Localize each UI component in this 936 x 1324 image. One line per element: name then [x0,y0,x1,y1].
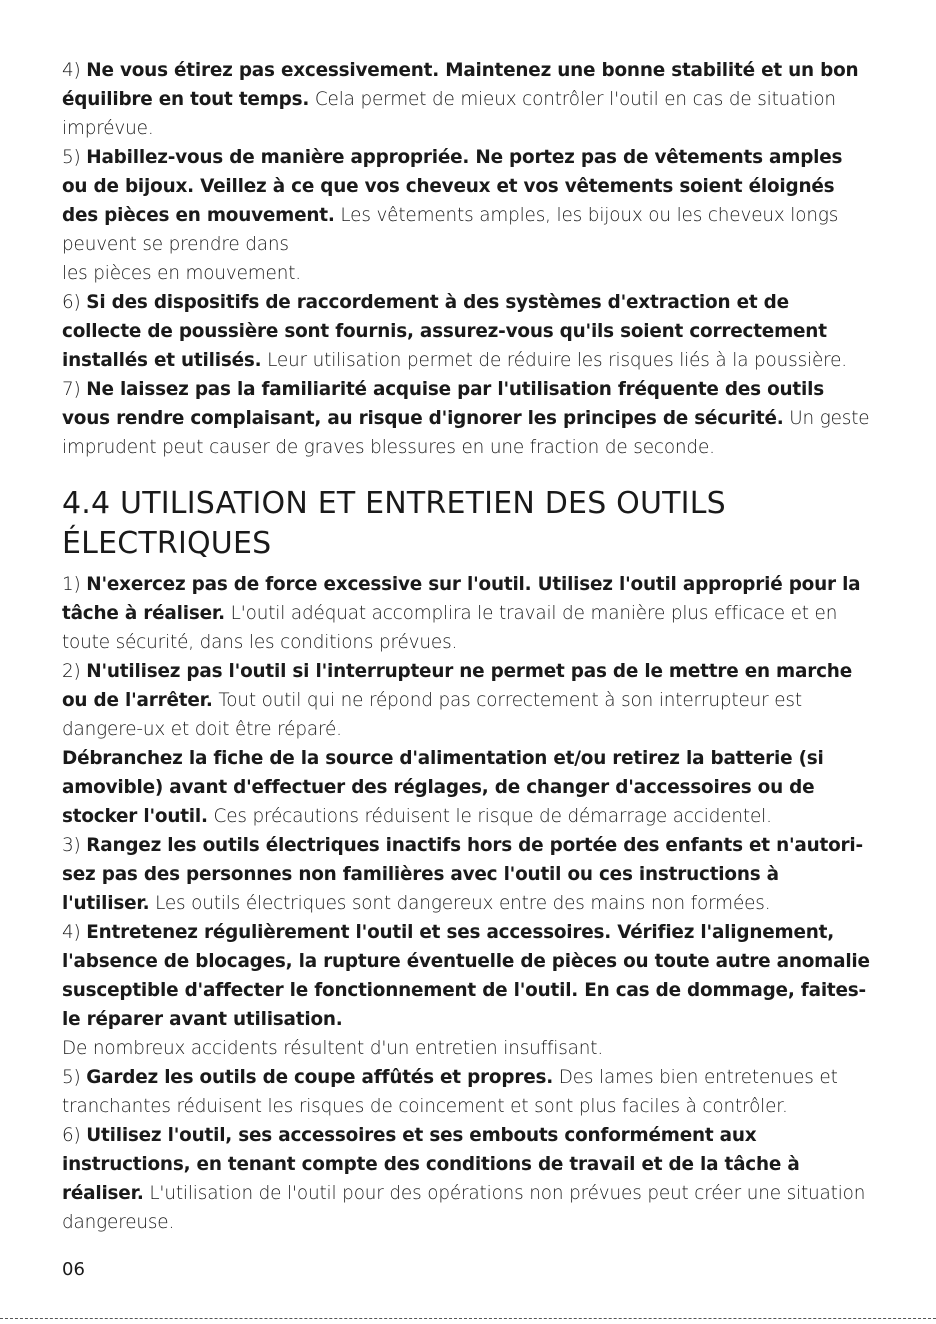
paragraph-6-usage [62,1121,872,1237]
explanation-text: Tout outil qui ne répond pas correctement à son interrupteur est dangere-ux et doit être réparé. [62,690,802,740]
section-heading-line-1: 4.4 UTILISATION ET ENTRETIEN DES OUTILS [62,486,726,521]
explanation-text: Ces précautions réduisent le risque de démarrage accidentel. [207,806,772,827]
item-number: 4) [62,922,81,943]
explanation-text-continued: les pièces en mouvement. [62,263,301,284]
item-number: 1) [62,574,81,595]
explanation-text: L'utilisation de l'outil pour des opérations non prévues peut créer une situation dangereuse. [62,1183,866,1233]
item-number: 3) [62,835,81,856]
bold-instruction: Ne laissez pas la familiarité acquise par l'utilisation fréquente des outils vous rendre complaisant, au risque d'ignorer les principes de sécurité. [62,379,824,429]
item-number: 6) [62,1125,81,1146]
paragraph-4-stability [62,56,872,143]
item-number: 5) [62,147,81,168]
bold-instruction: Entretenez régulièrement l'outil et ses accessoires. [86,922,612,943]
paragraph-5-clothing [62,143,872,288]
paragraph-4-maintenance [62,918,872,1063]
bold-instruction: Habillez-vous de manière appropriée. Ne portez pas de vêtements amples ou de bijoux. Veillez à ce que vos cheveux et vos vêtements soient éloignés des pièces en mouvement. [62,147,843,226]
paragraph-2-switch [62,657,872,744]
explanation-text: Des lames bien entretenues et tranchantes réduisent les risques de coincement et sont plus faciles à contrôler. [62,1067,838,1117]
item-number: 7) [62,379,81,400]
explanation-text: Cela permet de mieux contrôler l'outil en cas de situation imprévue. [62,89,836,139]
bold-instruction: Gardez les outils de coupe affûtés et propres. [86,1067,554,1088]
section-heading-line-2: ÉLECTRIQUES [62,526,272,561]
bold-instruction: N'utilisez pas l'outil si l'interrupteur ne permet pas de le mettre en marche ou de l'arrêter. [62,661,852,711]
paragraph-1-force [62,570,872,657]
explanation-text: Un geste imprudent peut causer de graves blessures en une fraction de seconde. [62,408,870,458]
bold-instruction: Rangez les outils électriques inactifs hors de portée des enfants et n'autori-sez pas des personnes non familières avec l'outil ou ces instructions à l'utiliser. [62,835,863,914]
item-number: 4) [62,60,81,81]
bold-instruction: Débranchez la fiche de la source d'alimentation et/ou retirez la batterie (si amovible) avant d'effectuer des réglages, de changer d'accessoires ou de stocker l'outil. [62,748,824,827]
item-number: 5) [62,1067,81,1088]
explanation-text: Leur utilisation permet de réduire les risques liés à la poussière. [261,350,847,371]
bold-instruction: N'exercez pas de force excessive sur l'outil. Utilisez l'outil approprié pour la tâche à réaliser. [62,574,861,624]
bold-instruction: Utilisez l'outil, ses accessoires et ses embouts conformément aux instructions, en tenant compte des conditions de travail et de la tâche à réaliser. [62,1125,800,1204]
bold-instruction: Si des dispositifs de raccordement à des systèmes d'extraction et de collecte de poussière sont fournis, assurez-vous qu'ils soient correctement installés et utilisés. [62,292,827,371]
page-number: 06 [62,1259,85,1280]
explanation-text: L'outil adéquat accomplira le travail de manière plus efficace et en toute sécurité, dans les conditions prévues. [62,603,838,653]
paragraph-6-dust-extraction [62,288,872,375]
paragraph-7-familiarity [62,375,872,462]
explanation-text: Les vêtements amples, les bijoux ou les cheveux longs peuvent se prendre dans [62,205,839,255]
explanation-text: De nombreux accidents résultent d'un entretien insuffisant. [62,1038,604,1059]
document-page [62,56,872,1237]
section-heading [62,484,872,564]
paragraph-3-storage [62,831,872,918]
paragraph-5-cutting-tools [62,1063,872,1121]
paragraph-unplug [62,744,872,831]
explanation-text: Les outils électriques sont dangereux entre des mains non formées. [149,893,771,914]
bold-instruction-continued: Vérifiez l'alignement, l'absence de blocages, la rupture éventuelle de pièces ou toute autre anomalie susceptible d'affecter le fonctionnement de l'outil. En cas de dommage, faites-le réparer avant utilisation. [62,922,870,1030]
item-number: 6) [62,292,81,313]
bold-instruction: Ne vous étirez pas excessivement. Maintenez une bonne stabilité et un bon équilibre en tout temps. [62,60,859,110]
footer-dashed-rule [0,1318,936,1319]
item-number: 2) [62,661,81,682]
